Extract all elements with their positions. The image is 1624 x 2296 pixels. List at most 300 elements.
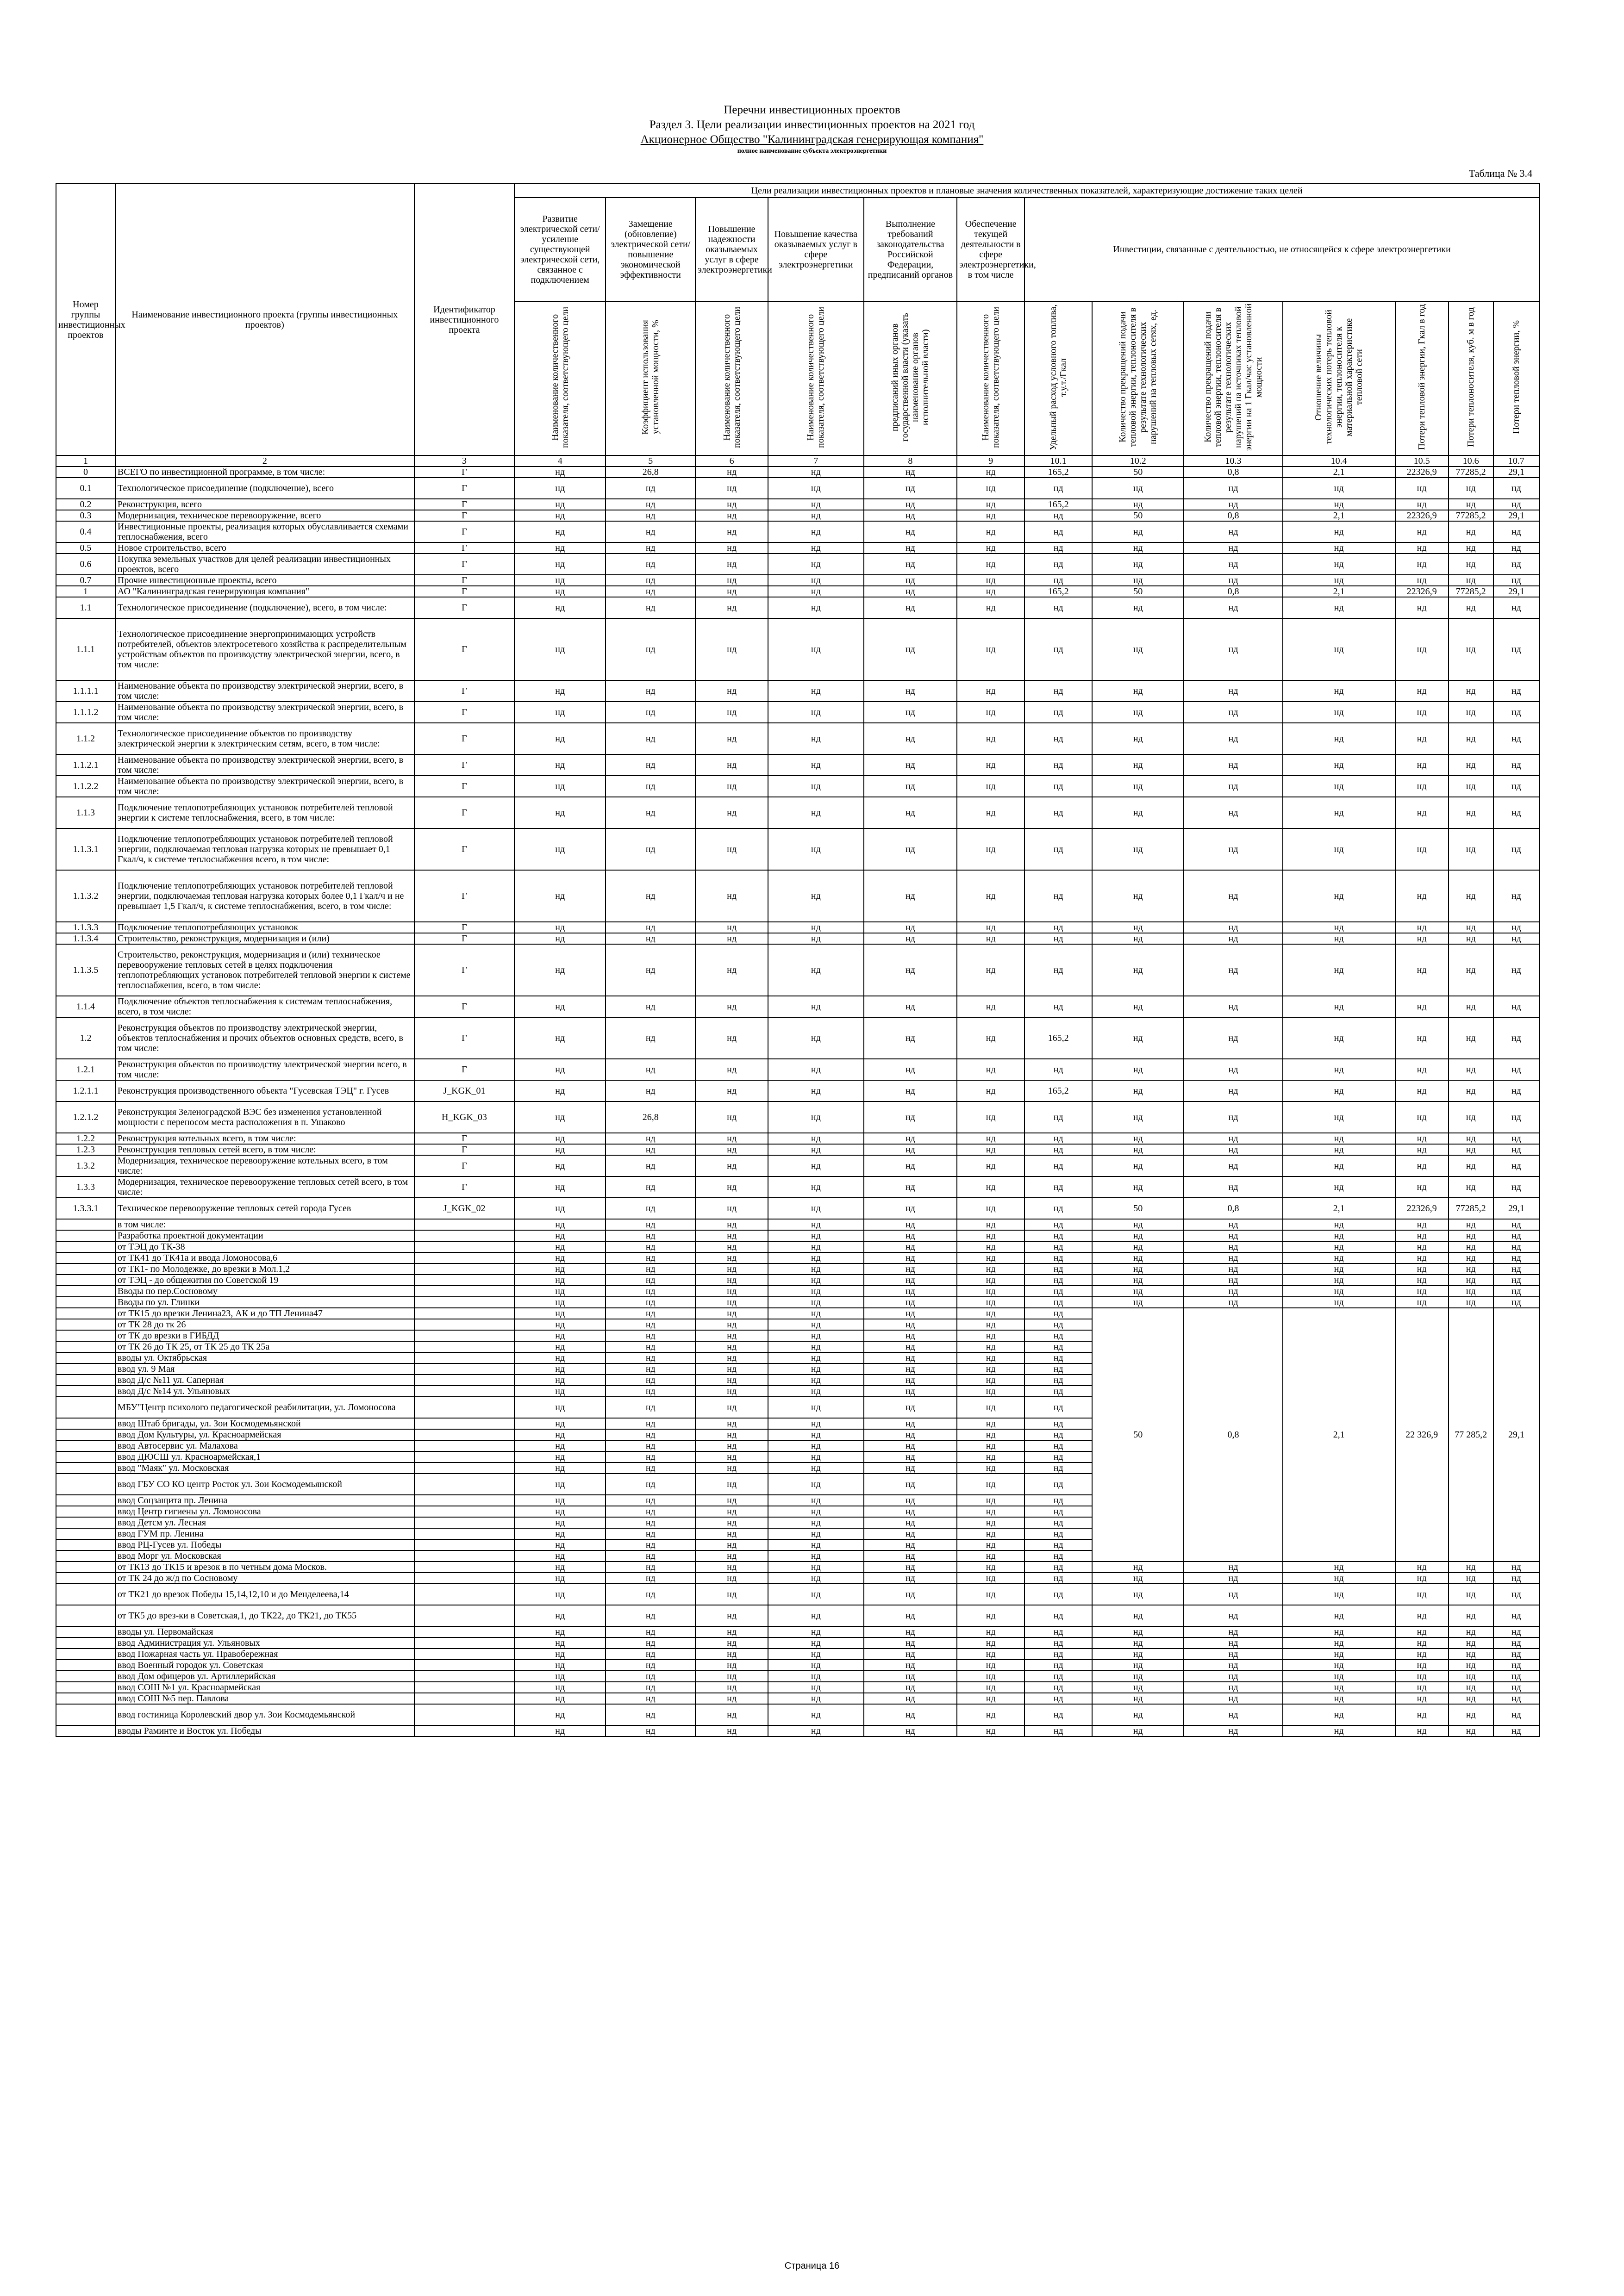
row-value: нд (606, 1252, 695, 1263)
row-value: нд (695, 1352, 768, 1363)
row-value: нд (514, 554, 606, 575)
row-identifier (414, 1562, 514, 1573)
sub-table-row (56, 1230, 1539, 1241)
row-identifier (414, 1605, 514, 1626)
row-name: ввод СОШ №1 ул. Красноармейская (115, 1682, 414, 1693)
row-value: нд (864, 1539, 957, 1550)
row-value: нд (1493, 1275, 1539, 1286)
row-value: нд (1283, 478, 1395, 499)
row-number (56, 1506, 115, 1517)
header-indicator-9 (1184, 301, 1282, 455)
row-value: нд (695, 1440, 768, 1451)
row-value: нд (1024, 597, 1092, 618)
row-value: нд (1395, 1626, 1449, 1637)
row-number (56, 1286, 115, 1297)
row-value: нд (864, 944, 957, 996)
row-number: 1.1.1.1 (56, 680, 115, 702)
row-identifier (414, 1660, 514, 1671)
row-value: нд (1283, 723, 1395, 754)
row-identifier: H_KGK_03 (414, 1101, 514, 1133)
row-value: нд (1184, 1230, 1282, 1241)
row-identifier: Г (414, 467, 514, 478)
row-value: нд (1395, 618, 1449, 680)
row-value: нд (1092, 1725, 1184, 1736)
row-value: нд (1024, 1363, 1092, 1375)
row-name: Новое строительство, всего (115, 542, 414, 554)
row-name: ввод РЦ-Гусев ул. Победы (115, 1539, 414, 1550)
column-number: 6 (695, 455, 768, 467)
row-value: нд (695, 1584, 768, 1605)
row-value: нд (1493, 1080, 1539, 1101)
row-value: нд (957, 1133, 1024, 1144)
row-value: нд (695, 754, 768, 776)
row-value: нд (514, 870, 606, 922)
row-value: 0,8 (1184, 510, 1282, 521)
row-name: от ТК1- по Молодежке, до врезки в Мол.1,2 (115, 1263, 414, 1275)
row-value: нд (864, 1704, 957, 1725)
row-value: нд (514, 1286, 606, 1297)
row-value: нд (768, 1573, 864, 1584)
row-value: 77285,2 (1449, 510, 1493, 521)
row-value: нд (1493, 1017, 1539, 1059)
row-number: 1.1.3.1 (56, 828, 115, 870)
row-value: нд (695, 776, 768, 797)
row-value: нд (1493, 1725, 1539, 1736)
row-value: нд (1024, 478, 1092, 499)
row-value: нд (695, 1386, 768, 1397)
row-value: нд (864, 510, 957, 521)
row-value: нд (864, 1155, 957, 1176)
row-value: нд (1493, 933, 1539, 944)
table-row (56, 554, 1539, 575)
row-value: нд (606, 575, 695, 586)
row-value: нд (514, 1517, 606, 1528)
row-value: нд (1449, 1649, 1493, 1660)
row-value: нд (606, 1451, 695, 1462)
row-value: нд (514, 1474, 606, 1495)
row-identifier (414, 1637, 514, 1649)
row-value: нд (514, 828, 606, 870)
row-number (56, 1275, 115, 1286)
row-value: нд (1449, 1725, 1493, 1736)
sub-table-row (56, 1219, 1539, 1230)
row-value: нд (514, 542, 606, 554)
row-value: нд (1184, 1573, 1282, 1584)
row-identifier: Г (414, 996, 514, 1017)
row-value: нд (768, 1637, 864, 1649)
row-value: нд (957, 1352, 1024, 1363)
row-value: нд (1092, 828, 1184, 870)
header-indicator-label: Наименование количественного показателя, соответствующего цели (550, 306, 570, 448)
row-value: нд (606, 1352, 695, 1363)
row-value: нд (957, 1198, 1024, 1219)
row-value: нд (768, 1286, 864, 1297)
row-number (56, 1649, 115, 1660)
row-value: нд (695, 1462, 768, 1474)
row-identifier: Г (414, 542, 514, 554)
row-value: нд (864, 499, 957, 510)
row-value: нд (695, 1241, 768, 1252)
row-number (56, 1462, 115, 1474)
row-value: нд (1024, 702, 1092, 723)
row-number: 1.2.2 (56, 1133, 115, 1144)
table-row (56, 922, 1539, 933)
row-value: нд (864, 1637, 957, 1649)
row-value: нд (768, 1725, 864, 1736)
row-value: нд (768, 1263, 864, 1275)
row-value: нд (957, 1363, 1024, 1375)
row-value: нд (768, 1252, 864, 1263)
row-value: нд (606, 1418, 695, 1429)
row-value: нд (1092, 933, 1184, 944)
row-identifier (414, 1230, 514, 1241)
row-value: нд (864, 1440, 957, 1451)
row-value: нд (768, 996, 864, 1017)
row-value: нд (1395, 1263, 1449, 1275)
row-value: нд (1092, 1297, 1184, 1308)
row-number: 0.2 (56, 499, 115, 510)
row-value: нд (1184, 618, 1282, 680)
row-value: нд (606, 1474, 695, 1495)
row-value: нд (606, 521, 695, 542)
row-value: нд (606, 933, 695, 944)
row-identifier (414, 1386, 514, 1397)
row-value: нд (768, 1101, 864, 1133)
sub-table-row (56, 1308, 1539, 1319)
header-indicator-1 (514, 301, 606, 455)
row-value: нд (1449, 1275, 1493, 1286)
row-value: нд (1493, 680, 1539, 702)
row-identifier (414, 1341, 514, 1352)
table-row (56, 1176, 1539, 1198)
header-indicator-5 (864, 301, 957, 455)
row-value: нд (1024, 1562, 1092, 1573)
row-value: нд (606, 944, 695, 996)
row-value: нд (514, 1671, 606, 1682)
row-value: нд (695, 1605, 768, 1626)
row-number (56, 1440, 115, 1451)
row-name: ввод Дом офицеров ул. Артиллерийская (115, 1671, 414, 1682)
row-value: нд (768, 1080, 864, 1101)
merged-value: 0,8 (1184, 1308, 1282, 1562)
row-value: нд (864, 723, 957, 754)
row-value: нд (1283, 1017, 1395, 1059)
row-value: нд (514, 1682, 606, 1693)
row-value: нд (1283, 1562, 1395, 1573)
row-value: нд (1493, 1230, 1539, 1241)
row-name: ввод Детсм ул. Лесная (115, 1517, 414, 1528)
row-value: нд (864, 554, 957, 575)
row-value: нд (1395, 933, 1449, 944)
row-value: нд (1184, 1286, 1282, 1297)
column-number: 10.2 (1092, 455, 1184, 467)
row-identifier (414, 1219, 514, 1230)
row-identifier: Г (414, 828, 514, 870)
row-value: нд (1395, 1133, 1449, 1144)
row-number: 1.3.3.1 (56, 1198, 115, 1219)
row-value: нд (1184, 1682, 1282, 1693)
row-value: нд (768, 1671, 864, 1682)
row-value: нд (1283, 1155, 1395, 1176)
row-value: нд (606, 554, 695, 575)
row-value: нд (864, 1671, 957, 1682)
row-value: нд (768, 1241, 864, 1252)
row-value: нд (1184, 1562, 1282, 1573)
row-value: нд (1184, 1725, 1282, 1736)
row-name: ввод Пожарная часть ул. Правобережная (115, 1649, 414, 1660)
header-indicator-label: Количество прекращений подачи тепловой энергии, теплоносителя в результате технологических нарушений на источниках тепловой энергии на 1 Гкал/час установленной мощности (1202, 303, 1264, 451)
row-value: 2,1 (1283, 586, 1395, 597)
row-identifier (414, 1704, 514, 1725)
row-value: нд (768, 1144, 864, 1155)
row-value: нд (606, 1059, 695, 1080)
row-value: нд (768, 1363, 864, 1375)
row-identifier (414, 1539, 514, 1550)
row-value: нд (1184, 723, 1282, 754)
row-value: нд (514, 1649, 606, 1660)
row-value: нд (957, 1017, 1024, 1059)
row-value: нд (1024, 1506, 1092, 1517)
row-value: нд (957, 554, 1024, 575)
row-value: нд (1493, 1584, 1539, 1605)
row-identifier: Г (414, 618, 514, 680)
row-value: нд (1493, 618, 1539, 680)
row-value: нд (695, 1252, 768, 1263)
row-value: нд (1024, 1176, 1092, 1198)
row-number: 1.3.2 (56, 1155, 115, 1176)
row-value: нд (514, 1363, 606, 1375)
row-value: нд (695, 1649, 768, 1660)
row-identifier: Г (414, 1155, 514, 1176)
row-value: нд (768, 1562, 864, 1573)
row-value: нд (514, 1626, 606, 1637)
row-value: нд (864, 1462, 957, 1474)
row-value: нд (1449, 521, 1493, 542)
row-value: нд (514, 1230, 606, 1241)
row-value: нд (768, 1682, 864, 1693)
row-value: нд (1184, 1059, 1282, 1080)
row-value: нд (695, 1637, 768, 1649)
row-value: нд (1395, 996, 1449, 1017)
row-value: нд (514, 499, 606, 510)
row-name: от ТЭЦ - до общежития по Советской 19 (115, 1275, 414, 1286)
row-value: 29,1 (1493, 586, 1539, 597)
row-value: нд (1283, 1660, 1395, 1671)
row-name: Реконструкция котельных всего, в том числе: (115, 1133, 414, 1144)
row-value: нд (1092, 478, 1184, 499)
row-value: нд (1092, 1573, 1184, 1584)
row-value: нд (864, 467, 957, 478)
row-value: нд (695, 1275, 768, 1286)
row-name: Технологическое присоединение энергопринимающих устройств потребителей, объектов электросетевого хозяйства к распределительным устройствам объектов по производству электрической энергии, всего, в том числе: (115, 618, 414, 680)
row-number (56, 1386, 115, 1397)
row-number: 1.2.1.2 (56, 1101, 115, 1133)
row-number: 1.1.3.2 (56, 870, 115, 922)
row-value: нд (1184, 542, 1282, 554)
row-value: нд (1449, 575, 1493, 586)
row-value: нд (1024, 1230, 1092, 1241)
row-value: нд (1283, 1263, 1395, 1275)
header-indicator-label: Отношение величины технологических потерь тепловой энергии, теплоносителя к материальной характеристике тепловой сети (1313, 310, 1365, 445)
row-value: нд (1283, 996, 1395, 1017)
row-value: нд (514, 754, 606, 776)
row-value: нд (1395, 1584, 1449, 1605)
row-value: нд (768, 870, 864, 922)
row-value: нд (695, 1397, 768, 1418)
row-number: 1.1.3 (56, 797, 115, 828)
row-identifier: Г (414, 554, 514, 575)
row-value: нд (514, 1418, 606, 1429)
row-value: нд (768, 499, 864, 510)
row-value: 22326,9 (1395, 1198, 1449, 1219)
row-identifier (414, 1308, 514, 1319)
row-value: нд (1283, 797, 1395, 828)
sub-table-row (56, 1252, 1539, 1263)
row-value: нд (695, 1451, 768, 1462)
row-number (56, 1584, 115, 1605)
row-value: нд (1092, 944, 1184, 996)
row-value: нд (864, 1308, 957, 1319)
row-value: нд (768, 1462, 864, 1474)
row-identifier (414, 1275, 514, 1286)
row-value: нд (1395, 1725, 1449, 1736)
row-value: нд (864, 542, 957, 554)
row-value: нд (514, 944, 606, 996)
row-value: нд (1493, 1660, 1539, 1671)
table-row (56, 754, 1539, 776)
row-number (56, 1725, 115, 1736)
row-value: нд (1024, 1440, 1092, 1451)
row-value: нд (1395, 1155, 1449, 1176)
row-value: нд (957, 933, 1024, 944)
row-value: 22326,9 (1395, 467, 1449, 478)
row-value: нд (514, 1429, 606, 1440)
header-indicator-12 (1449, 301, 1493, 455)
row-name: ввод Военный городок ул. Советская (115, 1660, 414, 1671)
row-value: нд (1184, 1133, 1282, 1144)
row-value: нд (1283, 1275, 1395, 1286)
row-value: нд (695, 1429, 768, 1440)
row-value: нд (695, 1363, 768, 1375)
row-value: нд (768, 1155, 864, 1176)
header-indicator-label: предписаний иных органов государственной власти (указать наименование органов исполнительной власти) (890, 313, 931, 442)
row-value: 50 (1092, 586, 1184, 597)
row-identifier: Г (414, 754, 514, 776)
row-number (56, 1397, 115, 1418)
row-value: нд (1092, 1562, 1184, 1573)
row-value: нд (1092, 597, 1184, 618)
row-value: нд (1092, 723, 1184, 754)
row-value: нд (606, 1297, 695, 1308)
row-value: нд (1395, 1562, 1449, 1573)
row-value: нд (1024, 1671, 1092, 1682)
row-identifier: Г (414, 723, 514, 754)
section-title: Раздел 3. Цели реализации инвестиционных проектов на 2021 год (649, 118, 975, 131)
row-identifier (414, 1649, 514, 1660)
row-name: ВСЕГО по инвестиционной программе, в том числе: (115, 467, 414, 478)
row-value: нд (1449, 542, 1493, 554)
row-value: нд (1024, 1319, 1092, 1330)
row-value: нд (1024, 1626, 1092, 1637)
row-value: нд (957, 1671, 1024, 1682)
header-indicator-label: Количество прекращений подачи тепловой энергии, теплоносителя в результате технологических нарушений на тепловых сетях, ед. (1118, 307, 1159, 447)
row-value: нд (514, 1725, 606, 1736)
row-value: нд (864, 1219, 957, 1230)
row-value: нд (1024, 922, 1092, 933)
row-value: нд (864, 1660, 957, 1671)
row-value: нд (957, 1550, 1024, 1562)
row-value: нд (606, 542, 695, 554)
row-value: нд (1024, 1397, 1092, 1418)
row-value: нд (1449, 1637, 1493, 1649)
row-value: нд (1493, 542, 1539, 554)
row-value: нд (1024, 870, 1092, 922)
row-identifier: Г (414, 797, 514, 828)
row-value: нд (1024, 1155, 1092, 1176)
row-value: нд (514, 1584, 606, 1605)
table-row (56, 575, 1539, 586)
row-value: нд (1493, 1605, 1539, 1626)
row-value: нд (1024, 1451, 1092, 1462)
row-value: нд (695, 933, 768, 944)
row-number: 1.1.2.2 (56, 776, 115, 797)
row-value: нд (1024, 828, 1092, 870)
row-value: нд (695, 1155, 768, 1176)
row-value: нд (1184, 1155, 1282, 1176)
row-value: нд (1283, 1241, 1395, 1252)
row-value: нд (695, 1660, 768, 1671)
row-value: нд (768, 776, 864, 797)
row-value: нд (1493, 1176, 1539, 1198)
row-value: нд (864, 618, 957, 680)
row-value: нд (1283, 1605, 1395, 1626)
header-indicator-7 (1024, 301, 1092, 455)
row-value: нд (1283, 1080, 1395, 1101)
row-value: нд (1395, 776, 1449, 797)
row-value: нд (695, 1059, 768, 1080)
row-value: нд (1092, 702, 1184, 723)
row-name: Реконструкция производственного объекта "Гусевская ТЭЦ" г. Гусев (115, 1080, 414, 1101)
row-value: нд (1493, 1252, 1539, 1263)
row-identifier (414, 1352, 514, 1363)
row-value: нд (1449, 944, 1493, 996)
row-identifier: Г (414, 575, 514, 586)
table-row (56, 680, 1539, 702)
row-value: нд (606, 1133, 695, 1144)
row-number: 1.1.2.1 (56, 754, 115, 776)
row-value: нд (768, 1605, 864, 1626)
row-value: нд (957, 1440, 1024, 1451)
row-value: нд (695, 996, 768, 1017)
row-value: нд (1395, 922, 1449, 933)
row-value: нд (1493, 1133, 1539, 1144)
row-name: Технологическое присоединение (подключение), всего, в том числе: (115, 597, 414, 618)
row-number: 1.2.3 (56, 1144, 115, 1155)
row-value: нд (695, 1517, 768, 1528)
row-value: нд (957, 1155, 1024, 1176)
sub-table-row (56, 1725, 1539, 1736)
row-name: Прочие инвестиционные проекты, всего (115, 575, 414, 586)
row-value: нд (1395, 754, 1449, 776)
row-value: нд (768, 1230, 864, 1241)
row-number (56, 1660, 115, 1671)
row-value: нд (606, 1219, 695, 1230)
row-value: нд (1184, 521, 1282, 542)
header-goal-quality: Повышение качества оказываемых услуг в сфере электроэнергетики (768, 198, 864, 301)
row-name: Наименование объекта по производству электрической энергии, всего, в том числе: (115, 680, 414, 702)
sub-table-row (56, 1584, 1539, 1605)
row-value: нд (864, 521, 957, 542)
